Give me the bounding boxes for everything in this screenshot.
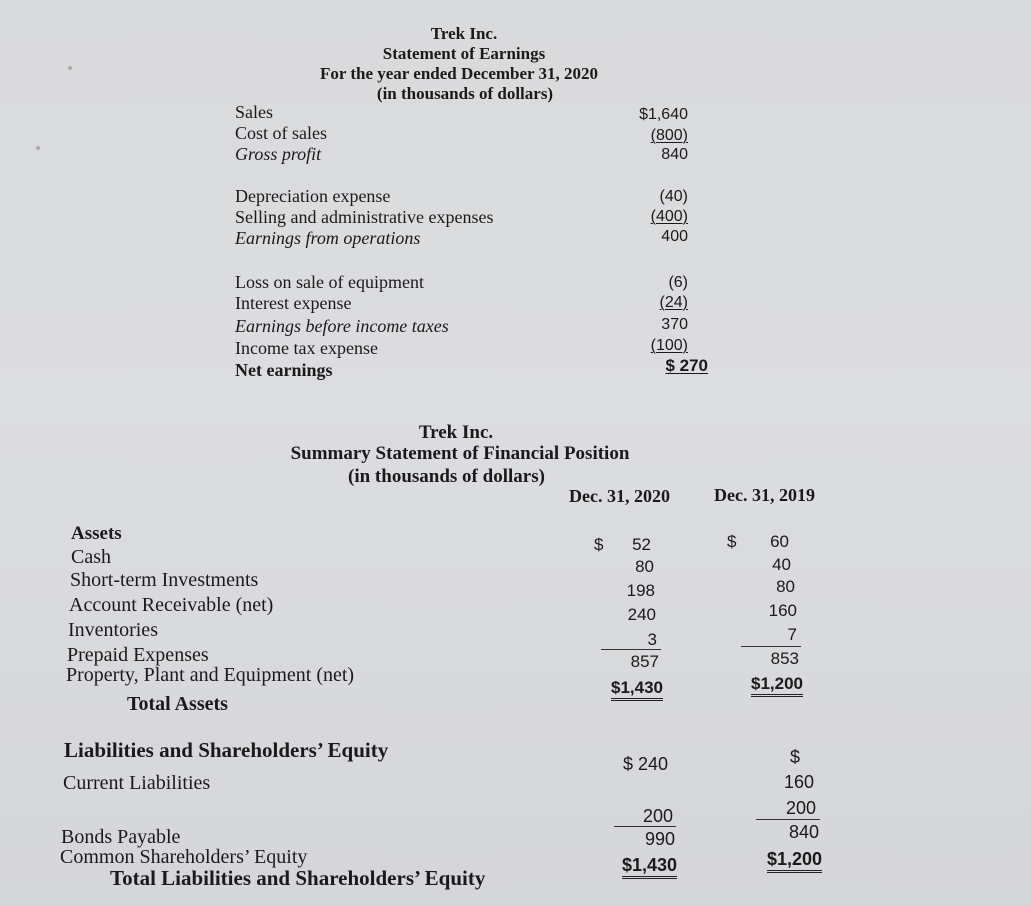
liabilities-heading: Liabilities and Shareholders’ Equity	[64, 738, 389, 762]
earnings-label-net: Net earnings	[235, 360, 333, 380]
liability-label-bonds: Bonds Payable	[61, 826, 181, 848]
total-assets-label: Total Assets	[127, 693, 228, 715]
liability-2020-equity: 990	[644, 829, 675, 849]
liability-label-current: Current Liabilities	[63, 772, 211, 794]
liability-2019-dollar-sign: $	[790, 747, 801, 767]
asset-label-ppe: Property, Plant and Equipment (net)	[66, 664, 355, 686]
earnings-label-gross-profit: Gross profit	[235, 144, 322, 164]
asset-2019-receivable: 80	[776, 577, 795, 596]
asset-2020-prepaid: 3	[647, 630, 657, 649]
asset-2019-cash: 60	[770, 532, 789, 551]
stray-mark	[36, 146, 40, 150]
asset-label-cash: Cash	[71, 546, 111, 568]
earnings-value-selling-admin: (400)	[650, 208, 688, 225]
asset-2019-inventories: 160	[768, 601, 797, 620]
earnings-value-before-tax: 370	[661, 316, 688, 333]
position-title: Summary Statement of Financial Position	[290, 443, 630, 464]
earnings-value-depreciation: (40)	[659, 188, 688, 205]
earnings-label-interest: Interest expense	[235, 293, 352, 313]
earnings-label-operations: Earnings from operations	[235, 228, 421, 248]
earnings-label-sales: Sales	[235, 102, 273, 122]
liability-2020-subtotal-rule	[614, 826, 676, 827]
liability-2020-current: $ 240	[622, 754, 668, 774]
position-company: Trek Inc.	[418, 422, 494, 443]
earnings-period: For the year ended December 31, 2020	[319, 64, 599, 83]
total-le-label: Total Liabilities and Shareholders’ Equity	[110, 866, 486, 890]
earnings-value-cost-of-sales: (800)	[650, 127, 688, 144]
asset-label-receivable: Account Receivable (net)	[69, 594, 274, 616]
liability-2019-bonds: 200	[785, 798, 816, 818]
position-units: (in thousands of dollars)	[348, 466, 545, 487]
earnings-units: (in thousands of dollars)	[376, 84, 554, 103]
stray-mark	[68, 66, 72, 70]
asset-label-short-term-investments: Short-term Investments	[70, 569, 259, 591]
liability-2019-equity: 840	[788, 822, 819, 842]
earnings-label-loss-on-sale: Loss on sale of equipment	[235, 272, 424, 292]
earnings-value-net: $ 270	[665, 356, 708, 375]
earnings-label-depreciation: Depreciation expense	[235, 186, 391, 206]
asset-2019-prepaid: 7	[787, 625, 797, 644]
asset-2020-inventories: 240	[627, 605, 656, 624]
asset-2020-cash: 52	[632, 535, 651, 554]
asset-label-inventories: Inventories	[68, 619, 158, 641]
asset-2020-ppe: 857	[630, 652, 659, 671]
earnings-title: Statement of Earnings	[382, 44, 546, 63]
column-header-2019: Dec. 31, 2019	[714, 485, 815, 505]
asset-label-prepaid: Prepaid Expenses	[67, 644, 209, 666]
liability-2019-subtotal-rule	[756, 819, 820, 820]
earnings-value-operations: 400	[661, 228, 688, 245]
cash-dollar-sign-2019: $	[727, 532, 737, 551]
earnings-label-selling-admin: Selling and administrative expenses	[235, 207, 494, 227]
column-header-2020: Dec. 31, 2020	[569, 486, 670, 506]
total-le-2019: $1,200	[767, 849, 822, 873]
asset-2020-short-term-investments: 80	[635, 557, 654, 576]
liability-2019-current: 160	[783, 772, 814, 792]
total-assets-2020: $1,430	[611, 678, 663, 701]
earnings-label-before-tax: Earnings before income taxes	[235, 316, 449, 336]
assets-heading: Assets	[71, 523, 122, 544]
earnings-value-interest: (24)	[659, 294, 688, 311]
earnings-label-cost-of-sales: Cost of sales	[235, 123, 327, 143]
asset-2019-short-term-investments: 40	[772, 555, 791, 574]
asset-2020-subtotal-rule	[601, 649, 661, 650]
liability-2020-bonds: 200	[642, 806, 673, 826]
total-assets-2019: $1,200	[751, 674, 803, 697]
asset-2019-ppe: 853	[770, 649, 799, 668]
asset-2019-subtotal-rule	[741, 646, 801, 647]
liability-label-equity: Common Shareholders’ Equity	[60, 846, 308, 868]
earnings-value-gross-profit: 840	[661, 146, 688, 163]
earnings-company: Trek Inc.	[430, 24, 498, 43]
cash-dollar-sign-2020: $	[594, 535, 604, 554]
earnings-value-income-tax: (100)	[650, 337, 688, 354]
earnings-value-sales: $1,640	[639, 106, 688, 123]
earnings-label-income-tax: Income tax expense	[235, 338, 378, 358]
earnings-value-loss-on-sale: (6)	[668, 274, 688, 291]
total-le-2020: $1,430	[622, 855, 677, 879]
asset-2020-receivable: 198	[626, 581, 655, 600]
